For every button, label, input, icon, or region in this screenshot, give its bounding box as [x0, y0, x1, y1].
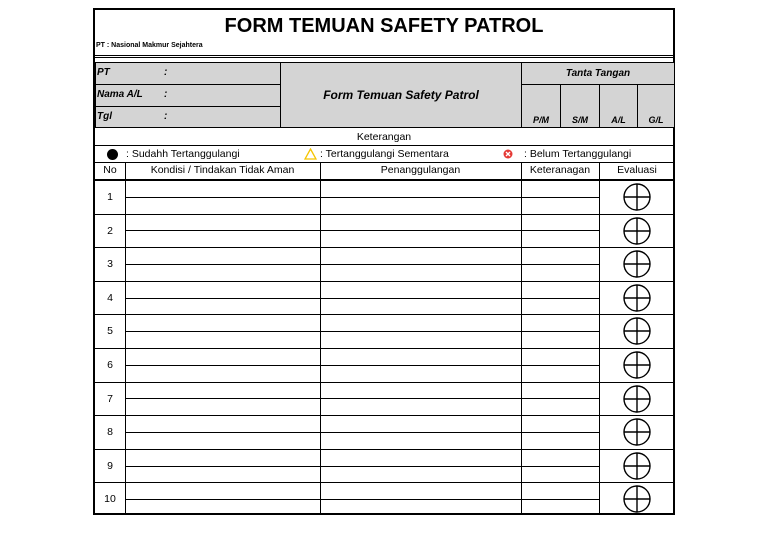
row-midline — [125, 264, 599, 265]
legend-done-text: : Sudahh Tertanggulangi — [126, 148, 240, 160]
filled-circle-icon — [107, 149, 118, 160]
table-row — [95, 415, 673, 449]
info-section — [95, 62, 675, 128]
row-midline — [125, 230, 599, 231]
evaluation-circle-cross-icon[interactable] — [622, 283, 652, 313]
row-midline — [125, 365, 599, 366]
evaluation-circle-cross-icon[interactable] — [622, 216, 652, 246]
cross-icon — [503, 149, 513, 159]
form-title: FORM TEMUAN SAFETY PATROL — [224, 15, 544, 37]
col-no: No — [103, 164, 117, 176]
safety-patrol-form — [93, 8, 675, 515]
company-name: PT : Nasional Makmur Sejahtera — [96, 42, 203, 49]
row-number: 2 — [107, 224, 113, 237]
signature-pm[interactable]: P/M — [521, 84, 561, 128]
row-number: 5 — [107, 325, 113, 338]
col-keterangan: Keteranagan — [529, 164, 591, 176]
table-row — [95, 348, 673, 382]
keterangan-heading: Keterangan — [95, 130, 673, 146]
signature-sm[interactable]: S/M — [560, 84, 600, 128]
table-row — [95, 482, 673, 516]
row-number: 9 — [107, 459, 113, 472]
table-row — [95, 449, 673, 483]
row-number: 6 — [107, 359, 113, 371]
table-row — [95, 314, 673, 348]
pt-field[interactable] — [95, 62, 281, 85]
row-midline — [125, 466, 599, 467]
row-midline — [125, 398, 599, 399]
table-row — [95, 180, 673, 214]
col-kondisi: Kondisi / Tindakan Tidak Aman — [150, 164, 295, 176]
signature-gl[interactable]: G/L — [637, 84, 675, 128]
pt-colon: : — [164, 67, 168, 78]
table-header — [95, 162, 673, 181]
row-number: 1 — [107, 191, 113, 203]
legend-temporary — [304, 146, 449, 162]
pt-label: PT — [97, 67, 110, 78]
evaluation-circle-cross-icon[interactable] — [622, 316, 652, 346]
signature-al[interactable]: A/L — [599, 84, 638, 128]
tgl-field[interactable] — [95, 106, 281, 128]
row-number: 4 — [107, 291, 113, 304]
evaluation-circle-cross-icon[interactable] — [622, 350, 652, 380]
evaluation-circle-cross-icon[interactable] — [622, 182, 652, 212]
legend-not-done-text: : Belum Tertanggulangi — [524, 148, 632, 160]
evaluation-circle-cross-icon[interactable] — [622, 384, 652, 414]
legend-done — [107, 146, 240, 162]
legend-temporary-text: : Tertanggulangi Sementara — [320, 148, 449, 160]
evaluation-circle-cross-icon[interactable] — [622, 417, 652, 447]
row-midline — [125, 432, 599, 433]
legend — [95, 146, 673, 163]
row-midline — [125, 499, 599, 500]
row-number: 7 — [107, 392, 113, 405]
warning-triangle-icon — [304, 148, 317, 160]
center-form-title: Form Temuan Safety Patrol — [280, 62, 522, 128]
table-row — [95, 214, 673, 248]
row-midline — [125, 298, 599, 299]
table-row — [95, 281, 673, 315]
row-midline — [125, 197, 599, 198]
row-number: 8 — [107, 426, 113, 439]
col-penanggulangan: Penanggulangan — [380, 164, 461, 176]
tgl-label: Tgl — [97, 111, 112, 122]
table-row — [95, 247, 673, 281]
nama-al-field[interactable] — [95, 84, 281, 107]
evaluation-circle-cross-icon[interactable] — [622, 451, 652, 481]
nama-al-colon: : — [164, 89, 168, 100]
evaluation-circle-cross-icon[interactable] — [622, 484, 652, 514]
nama-al-label: Nama A/L — [97, 89, 143, 100]
table-row — [95, 382, 673, 416]
row-midline — [125, 331, 599, 332]
header-divider — [95, 55, 673, 58]
row-number: 10 — [104, 493, 116, 506]
signature-header: Tanta Tangan — [521, 62, 675, 85]
tgl-colon: : — [164, 111, 168, 122]
col-evaluasi: Evaluasi — [617, 164, 657, 176]
legend-not-done — [503, 146, 631, 162]
row-number: 3 — [107, 258, 113, 271]
evaluation-circle-cross-icon[interactable] — [622, 249, 652, 279]
